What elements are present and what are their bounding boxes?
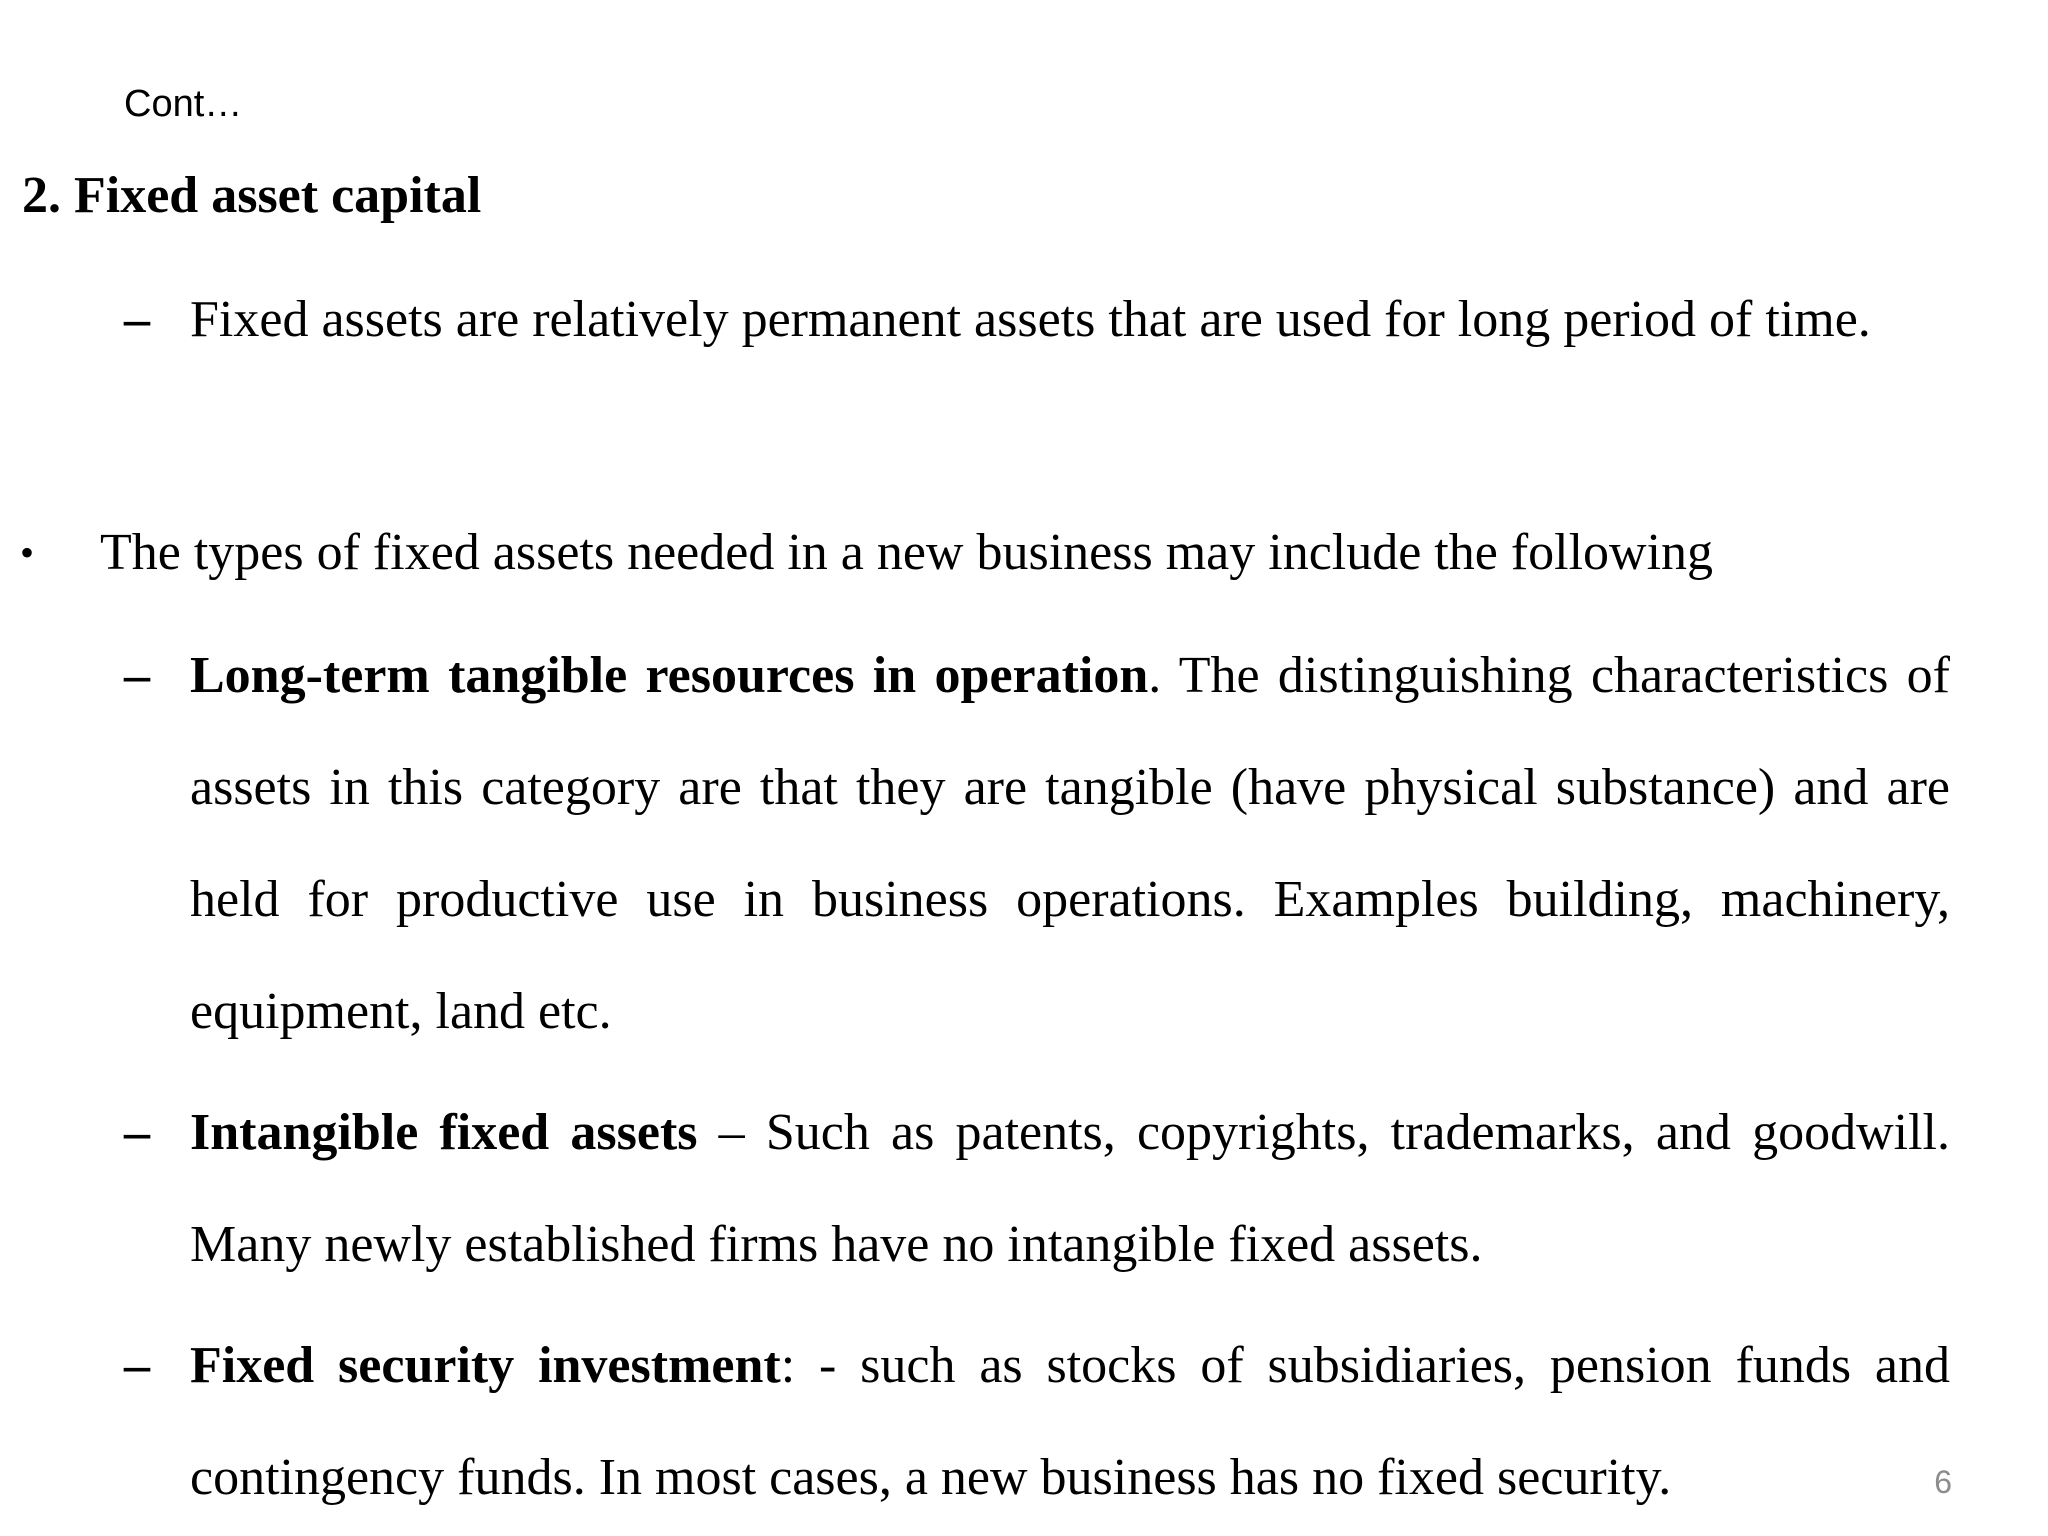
section-heading: 2. Fixed asset capital (22, 167, 482, 224)
item-text: : - such as stocks of subsidiaries, pension funds and contingency funds. In most cases, a new business has no fixed security. (190, 1337, 1950, 1506)
intro-paragraph: Fixed assets are relatively permanent assets that are used for long period of time. (190, 291, 1871, 348)
item-text: . The distinguishing characteristics of assets in this category are that they are tangible (have physical substance) and are held for productive use in business operations. Examples building, machinery, equipment, land etc. (190, 647, 1950, 1040)
list-item-intangible (190, 1077, 1950, 1301)
dash-marker: – (124, 1104, 150, 1161)
item-bold-label: Fixed security investment (190, 1337, 781, 1394)
bullet-marker: • (20, 530, 35, 575)
dash-marker: – (124, 1337, 150, 1394)
item-text: – Such as patents, copyrights, trademarks, and goodwill. Many newly established firms have no intangible fixed assets. (190, 1104, 1950, 1273)
list-item-security (190, 1310, 1950, 1534)
continuation-label: Cont… (124, 83, 243, 125)
item-bold-label: Long-term tangible resources in operation (190, 647, 1149, 704)
page-number: 6 (1934, 1464, 1952, 1500)
item-bold-label: Intangible fixed assets (190, 1104, 698, 1161)
dash-marker: – (124, 647, 150, 704)
list-item-tangible (190, 620, 1950, 1068)
bullet-text: The types of fixed assets needed in a new business may include the following (100, 524, 1714, 581)
dash-marker: – (124, 291, 150, 348)
